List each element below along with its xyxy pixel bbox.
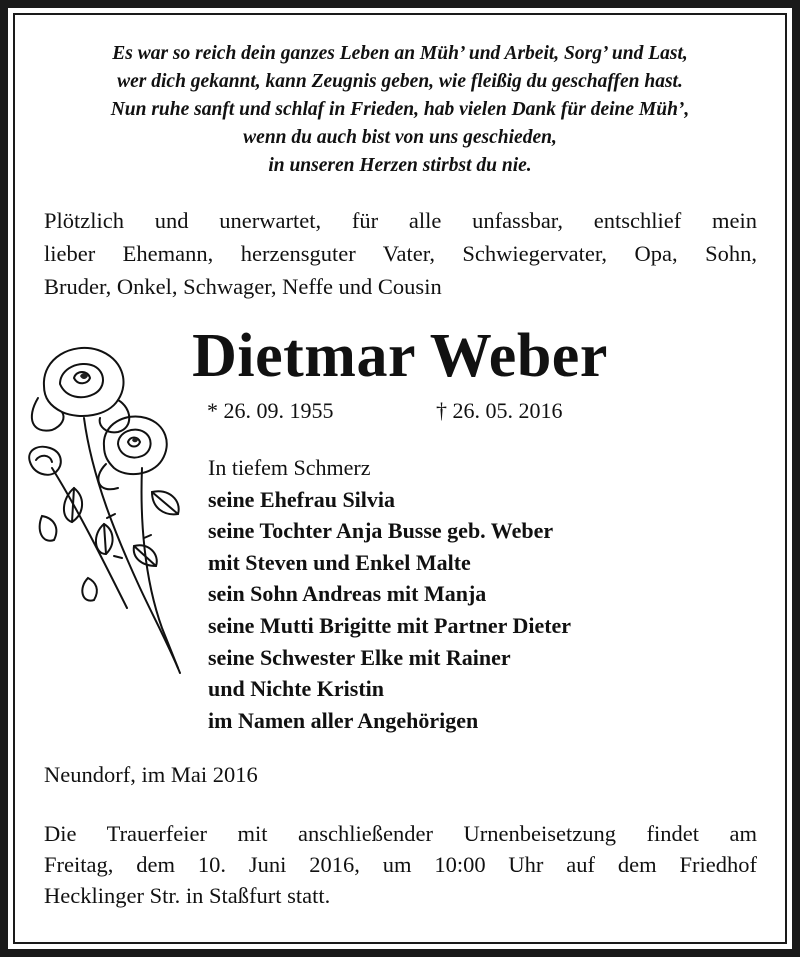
birth-date: * 26. 09. 1955 xyxy=(207,398,334,423)
mourner-line: und Nichte Kristin xyxy=(208,676,385,702)
death-date: † 26. 05. 2016 xyxy=(436,398,563,423)
mourner-line: seine Ehefrau Silvia xyxy=(208,486,396,512)
mourner-line: mit Steven und Enkel Malte xyxy=(208,549,471,575)
intro-text xyxy=(44,204,757,303)
poem-line: wenn du auch bist von uns geschieden, xyxy=(243,127,557,148)
poem-line: wer dich gekannt, kann Zeugnis geben, wie fleißig du geschaffen hast. xyxy=(117,71,683,92)
place-date: Neundorf, im Mai 2016 xyxy=(44,762,258,787)
funeral-service-info xyxy=(44,818,757,911)
poem-line: in unseren Herzen stirbst du nie. xyxy=(268,155,532,176)
poem-line: Nun ruhe sanft und schlaf in Frieden, hab vielen Dank für deine Müh’, xyxy=(110,99,690,120)
mourner-line: seine Schwester Elke mit Rainer xyxy=(208,644,511,670)
mourners-list xyxy=(208,452,571,736)
mourner-line: seine Mutti Brigitte mit Partner Dieter xyxy=(208,612,572,638)
service-line: Die Trauerfeier mit anschließender Urnenbeisetzung findet am xyxy=(44,821,757,846)
service-line: Freitag, dem 10. Juni 2016, um 10:00 Uhr auf dem Friedhof xyxy=(44,852,757,877)
intro-line: lieber Ehemann, herzensguter Vater, Schwiegervater, Opa, Sohn, xyxy=(44,241,757,266)
mourner-line: seine Tochter Anja Busse geb. Weber xyxy=(208,518,554,544)
mourners-lead: In tiefem Schmerz xyxy=(208,455,371,480)
mourner-line: sein Sohn Andreas mit Manja xyxy=(208,581,487,607)
deceased-name: Dietmar Weber xyxy=(192,322,608,390)
intro-line: Bruder, Onkel, Schwager, Neffe und Cousin xyxy=(44,274,442,299)
poem xyxy=(20,40,780,180)
mourner-line: im Namen aller Angehörigen xyxy=(208,707,479,733)
intro-line: Plötzlich und unerwartet, für alle unfassbar, entschlief mein xyxy=(44,208,757,233)
service-line: Hecklinger Str. in Staßfurt statt. xyxy=(44,883,331,908)
poem-line: Es war so reich dein ganzes Leben an Müh’ und Arbeit, Sorg’ und Last, xyxy=(112,43,688,64)
